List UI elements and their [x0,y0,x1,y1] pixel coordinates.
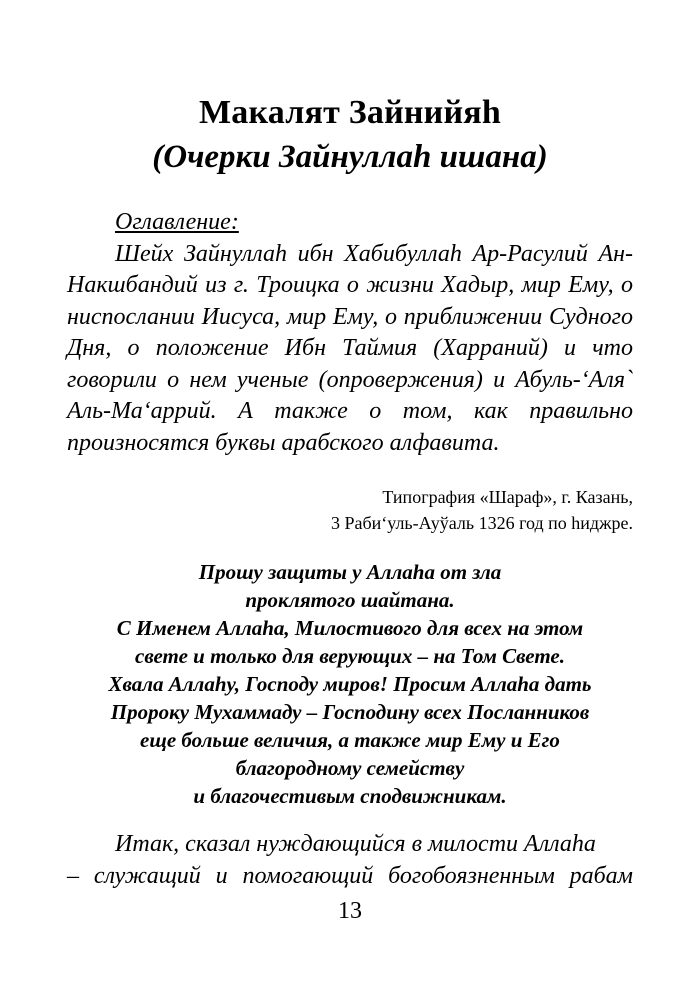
opening-prayer [67,558,633,810]
prayer-line: С Именем Аллаhа, Милостивого для всех на этом [116,616,584,640]
closing-paragraph [67,828,633,892]
closing-line-2: – служащий и помогающий богобоязненным рабам [67,863,633,889]
prayer-line: свете и только для верующих – на Том Свете. [135,644,565,668]
imprint-line-1: Типография «Шараф», г. Казань, [382,487,633,507]
prayer-line: проклятого шайтана. [245,588,455,612]
toc-heading: Оглавление: [115,209,239,235]
prayer-line: Хвала Аллаhу, Господу миров! Просим Аллаhа дать [108,672,592,696]
prayer-line: еще больше величия, а также мир Ему и Его [140,728,560,752]
title-block [0,92,700,178]
prayer-line: и благочестивым сподвижникам. [193,784,507,808]
prayer-line: благородному семейству [235,756,465,780]
page-title: Макалят Зайнийяh [199,94,501,131]
toc-text: Шейх Зайнуллаh ибн Хабибуллаh Ар-Расулий Ан-Накшбандий из г. Троицка о жизни Хадыр, мир Ему, о ниспослании Иисуса, мир Ему, о приближении Судного Дня, о положение Ибн Таймия (Харраний) и что говорили о нем ученые (опровержения) и Абуль-‘Аля` Аль-Ма‘аррий. А также о том, как правильно произносятся буквы арабского алфавита. [67,240,633,456]
page-number: 13 [338,898,362,924]
page-subtitle: (Очерки Зайнуллаh ишана) [152,139,548,175]
imprint-line-2: 3 Раби‘уль-Ауўаль 1326 год по hиджре. [330,513,633,533]
closing-line-1: Итак, сказал нуждающийся в милости Аллаhа [115,831,596,857]
prayer-line: Пророку Мухаммаду – Господину всех Посланников [110,700,590,724]
imprint [213,484,633,536]
prayer-line: Прошу защиты у Аллаhа от зла [198,560,502,584]
table-of-contents [67,207,633,459]
